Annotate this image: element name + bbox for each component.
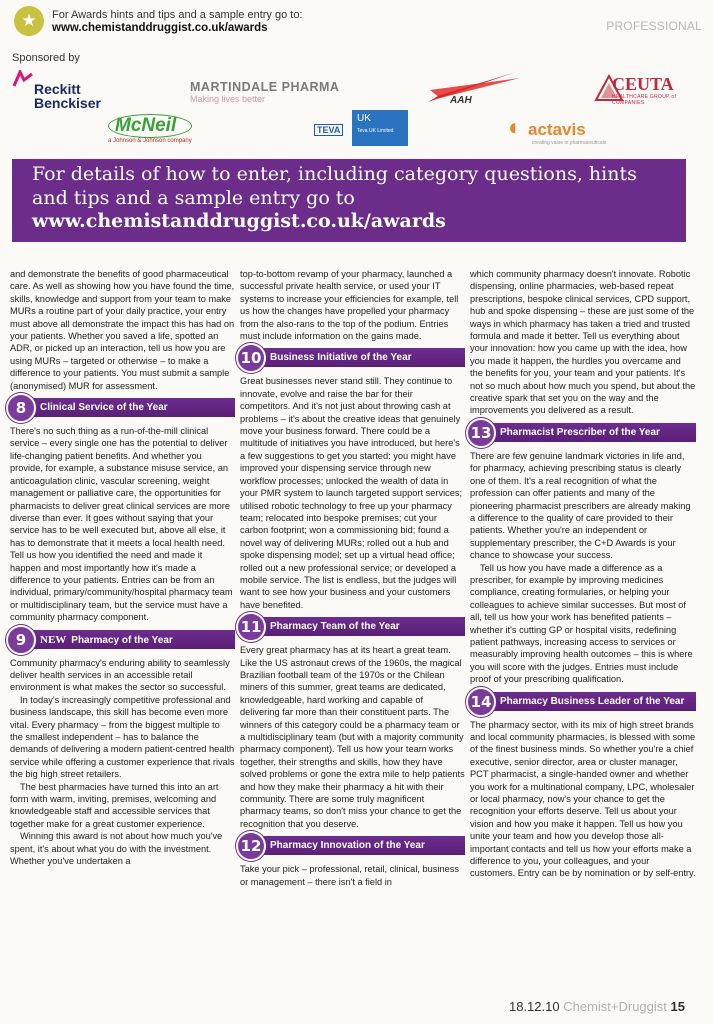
category-heading-10: [240, 348, 465, 367]
col1-paragraph: and demonstrate the benefits of good pharmaceutical care. As well as showing how you have found the time, skills, knowledge and support from your team to make MURs a routine part of your daily practice, your entry must above all demonstrate the impact this has had on your patients. Whether you saved a life, spotted an ADR, or picked up an interaction, tell us how you are using MURs – targeted or otherwise – to make a difference to your patients. You must submit a sample (anonymised) MUR for assessment.: [10, 269, 235, 391]
page-footer: [509, 999, 685, 1014]
new-badge: NEW: [40, 633, 67, 646]
ceuta-logo: [594, 70, 700, 110]
col3-paragraph: The pharmacy sector, with its mix of high street brands and local community pharmacies, is blessed with some of the finest business minds. So whether you're a chief executive, senior director, area or cluster manager, PCT pharmacist, a single-handed owner and whether you work for a multinational company, LPC, wholesaler or local pharmacy, now's your chance to get the recognition your efforts deserve. Tell us about your vision and how you make it happen. Tell us how you unite your team and how you develop those all-important contacts and tell us how your efforts make a difference to you, your colleagues, and your customers. Entry can be by nomination or by self-entry.: [470, 719, 696, 879]
banner-text: [32, 163, 677, 234]
mcneil-name: McNeil: [108, 114, 192, 138]
category-number-12: 12: [236, 831, 266, 861]
mcneil-logo: [108, 114, 192, 144]
footer-date: 18.12.10: [508, 999, 560, 1014]
aah-logo: [416, 70, 526, 110]
category-title-13: Pharmacist Prescriber of the Year: [500, 426, 660, 438]
martindale-logo: [190, 80, 339, 104]
banner-url[interactable]: www.chemistanddruggist.co.uk/awards: [32, 210, 446, 232]
category-title-10: Business Initiative of the Year: [270, 352, 412, 364]
mcneil-tagline: a Johnson & Johnson company: [108, 138, 192, 144]
actavis-swirl-icon: ◐: [508, 114, 523, 141]
col1-paragraph: There's no such thing as a run-of-the-mill clinical service – every single one has the potential to deliver life-changing patient benefits. And whether you provide, for example, a substance misuse service, an anticoagulation clinic, vascular screening, weight management or palliative care, the opportunities for pharmacists to deliver great clinical services are more diverse than ever. It goes without saying that your service has to be well executed but, above all else, it has to demonstrate that it meets a local health need. Tell us how you identified the need and made it happen and most importantly how it's made a difference to your patients. Entries can be from an individual, primary/community/hospital pharmacy team or multidisciplinary team, but the service must have a community pharmacy component.: [10, 426, 233, 623]
section-label: PROFESSIONAL: [606, 19, 702, 33]
teva-uk-label: UK: [357, 113, 371, 124]
category-heading-13: [470, 423, 696, 442]
category-title-8: Clinical Service of the Year: [40, 402, 168, 414]
header-url[interactable]: www.chemistanddruggist.co.uk/awards: [52, 22, 268, 34]
col2-paragraph: Every great pharmacy has at its heart a great team. Like the US astronaut crews of the 1960s, the magical Brazilian football team of the 1970s or the Chilean miners of this summer, great teams are dedicated, knowledgeable, hard working and capable of delivering far more than their constituent parts. The winners of this category could be a pharmacy team or a multidisciplinary team (but with a majority community pharmacy component). Tell us how your team works together, their strengths and skills, how they have solved problems or gone the extra mile to help patients and how they make their pharmacy a hit with their community. There are some truly magnificent pharmacy teams, so don't miss your chance to get the recognition that you deserve.: [240, 645, 465, 829]
column-2: [240, 268, 465, 893]
ceuta-name: CEUTA: [612, 74, 674, 94]
category-title-14: Pharmacy Business Leader of the Year: [500, 695, 685, 707]
reckitt-benckiser-name: Reckitt Benckiser: [34, 81, 101, 111]
category-number-8: 8: [6, 393, 36, 423]
col2-paragraph: Great businesses never stand still. They continue to innovate, evolve and raise the bar for their competitors. And it's not just about throwing cash at problems – it's about the creative ideas that genuinely move your business forward. There could be a multitude of initiatives you have introduced, but here's a few suggestions to get you started: you might have improved your dispensing service through new workflow processes; unlocked the wealth of data in your PMR system to launch targeted support services; utilised robotic technology to free up your pharmacy team; relocated into bespoke premises; cut your carbon footprint; won a commissioning bid; found a novel way of delivering MURs; rolled out a hub and spoke dispensing model; set up a virtual head office; rolled out a new professional service; or developed a mobile service. The list is endless, but the judges will want to see how your business and your customers have benefited.: [240, 376, 463, 610]
category-number-13: 13: [466, 418, 496, 448]
col3-paragraph: which community pharmacy doesn't innovate. Robotic dispensing, online pharmacies, web-based repeat prescriptions, bespoke clinical services, CPD support, hub and spoke dispensing – these are just some of the ways in which pharmacy has taken a tried and trusted formula and made it better. Tell us everything about your innovation: how you came up with the idea, how you made it happen, the hurdles you overcame and the benefits for you, your team and your patients. It's not so much about how much you spend, but about the creative spark that set you on the way and the improvements you delivered as a result.: [470, 269, 696, 416]
ceuta-tagline: HEALTHCARE GROUP of COMPANIES: [612, 94, 677, 106]
trophy-icon: ★: [14, 6, 44, 36]
category-title-11: Pharmacy Team of the Year: [270, 621, 400, 633]
reckitt-benckiser-mark-icon: [12, 70, 34, 88]
category-heading-12: [240, 836, 465, 855]
col3-paragraph: Tell us how you have made a difference as a prescriber, for example by improving medicines compliance, creating formularies, or helping your colleagues to achieve similar successes. But most of all, tell us how your work has benefited patients – whether it's cutting GP or hospital visits, redefining patient pathways, increasing access to services or measurably improving health outcomes – this is where you will score with the judges. Entries must include proof of your prescribing qualification.: [470, 562, 693, 685]
column-3: [470, 268, 696, 885]
awards-banner: [12, 159, 686, 242]
category-number-11: 11: [236, 612, 266, 642]
aah-name: AAH: [450, 95, 472, 106]
col1-paragraph: Winning this award is not about how much you've spent, it's about what you do with the investment. Whether you've undertaken a: [10, 831, 223, 867]
category-heading-14: [470, 692, 696, 711]
category-title-12: Pharmacy Innovation of the Year: [270, 840, 425, 852]
category-heading-8: [10, 398, 235, 417]
col2-paragraph: Take your pick – professional, retail, clinical, business or management – there isn't a field in: [240, 864, 460, 887]
category-number-9: 9: [6, 625, 36, 655]
martindale-tagline: Making lives better: [190, 94, 266, 104]
actavis-tagline: creating value in pharmaceuticals: [532, 140, 607, 146]
teva-uk-box: [352, 110, 408, 146]
sponsors-area: [12, 50, 702, 160]
banner-intro: For details of how to enter, including category questions, hints and tips and a sample entry go to: [32, 163, 637, 209]
top-bar: [12, 4, 702, 36]
category-title-9: [40, 634, 173, 647]
col2-paragraph: top-to-bottom revamp of your pharmacy, launched a successful private health service, or used your IT systems to increase your efficiencies for example, tell us how the changes have propelled your pharmacy from the also-rans to the top of the podium. Entries must include information on the gains made.: [240, 269, 459, 342]
col3-paragraph: There are few genuine landmark victories in life and, for pharmacy, achieving prescribing status is clearly one of them. It's a real recognition of what the profession can offer patients and many of the pioneering pharmacist prescribers are already making a difference to the quality of care provided to their patients. Whether you're an independent or supplementary prescriber, the C+D Awards is your chance to showcase your success.: [470, 450, 691, 561]
category-number-14: 14: [466, 687, 496, 717]
teva-mark: TEVA: [314, 124, 343, 136]
category-number-10: 10: [236, 343, 266, 373]
header-intro: For Awards hints and tips and a sample entry go to:: [52, 9, 303, 21]
sponsors-title: Sponsored by: [12, 52, 80, 64]
teva-uk-sub: Teva UK Limited: [357, 128, 394, 134]
teva-logo: [314, 110, 408, 146]
actavis-name: actavis: [528, 120, 586, 139]
category-title-9-text: Pharmacy of the Year: [71, 634, 173, 646]
actavis-logo: [508, 116, 628, 150]
column-1: [10, 268, 235, 872]
martindale-name: MARTINDALE PHARMA: [190, 80, 340, 94]
col1-paragraph: Community pharmacy's enduring ability to seamlessly deliver health services in an accessible retail environment is what makes the sector so successful.: [10, 657, 230, 693]
category-heading-11: [240, 617, 465, 636]
col1-paragraph: The best pharmacies have turned this into an art form with warm, inviting, premises, welcoming and knowledgeable staff and accessible services that together make for a great customer experience.: [10, 781, 219, 829]
footer-magazine: Chemist+Druggist: [563, 999, 667, 1014]
page-number: 15: [670, 999, 685, 1014]
category-heading-9: [10, 630, 235, 649]
col1-paragraph: In today's increasingly competitive professional and business landscape, this skill has become even more vital. Every pharmacy – from the biggest multiple to the smallest independent – has to balance the demands of delivering a modern patient-centred health service while offering a customer experience that rivals the big high street retailers.: [10, 694, 235, 780]
